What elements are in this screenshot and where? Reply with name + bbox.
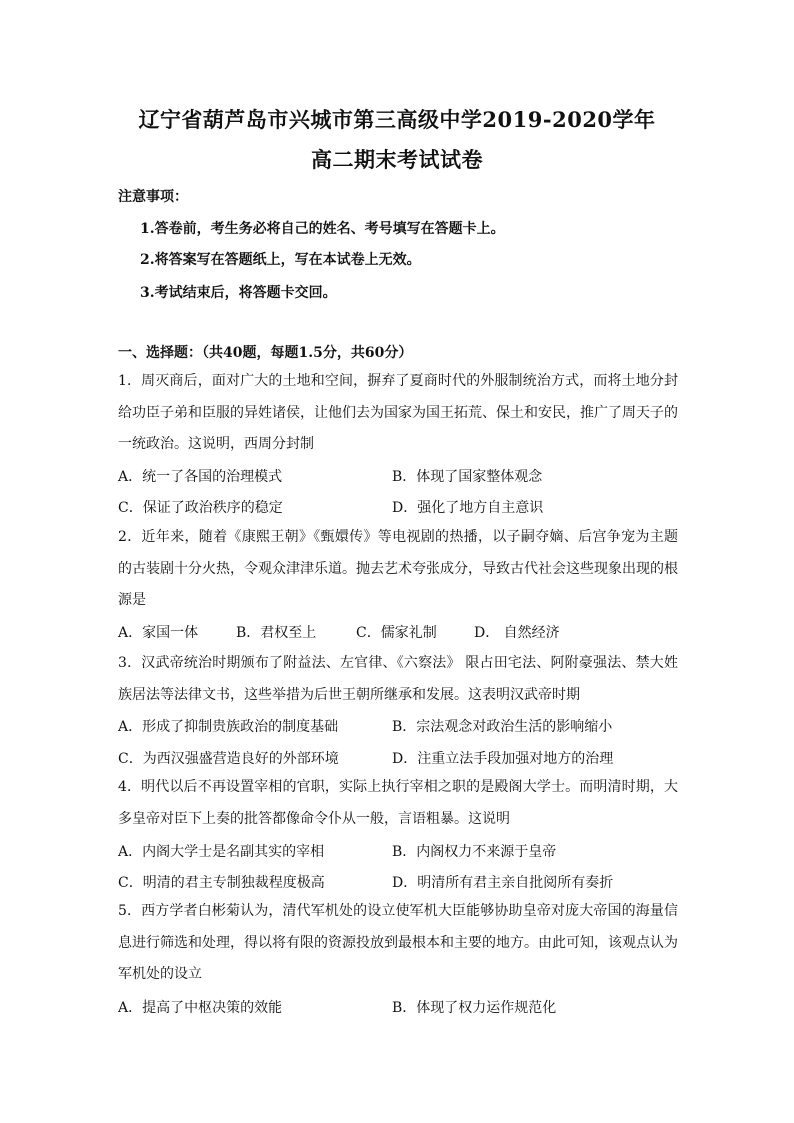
notice-heading: 注意事项：: [118, 189, 188, 205]
exam-subtitle: 高二期末考试试卷: [311, 147, 483, 172]
exam-title: 辽宁省葫芦岛市兴城市第三高级中学2019-2020学年: [138, 107, 656, 132]
question-stem: 2．近年来，随着《康熙王朝》《甄嬛传》等电视剧的热播，以子嗣夺嫡、后宫争宠为主题的古装剧十分火热，令观众津津乐道。抛去艺术夸张成分，导致古代社会这些现象出现的根源是: [118, 529, 678, 608]
question-stem: 1．周灭商后，面对广大的土地和空间，摒弃了夏商时代的外服制统治方式，而将土地分封给功臣子弟和臣服的异姓诸侯，让他们去为国家为国王拓荒、保土和安民，推广了周天子的一统政治。这说明，西周分封制: [118, 373, 678, 452]
option-b: B．宗法观念对政治生活的影响缩小: [392, 719, 613, 735]
option-a: A．家国一体: [118, 625, 199, 641]
option-a: A．内阁大学士是名副其实的宰相: [118, 844, 325, 860]
option-d: D．注重立法手段加强对地方的治理: [392, 751, 614, 767]
option-a: A．提高了中枢决策的效能: [118, 1000, 283, 1016]
option-d: D． 自然经济: [474, 625, 560, 641]
option-c: C．为西汉强盛营造良好的外部环境: [118, 751, 339, 767]
option-b: B．君权至上: [236, 625, 317, 641]
option-d: D．明清所有君主亲自批阅所有奏折: [392, 875, 614, 891]
question-stem: 5．西方学者白彬菊认为，清代军机处的设立使军机大臣能够协助皇帝对庞大帝国的海量信息进行筛选和处理，得以将有限的资源投放到最根本和主要的地方。由此可知，该观点认为军机处的设立: [118, 903, 678, 982]
question-stem: 3．汉武帝统治时期颁布了附益法、左官律、《六察法》 限占田宅法、阿附豪强法、禁大姓族居法等法律文书，这些举措为后世王朝所继承和发展。这表明汉武帝时期: [118, 655, 678, 703]
section-heading: 一、选择题：（共40题，每题1.5分，共60分）: [118, 345, 413, 361]
notice-item: 2.将答案写在答题纸上，写在本试卷上无效。: [140, 252, 421, 268]
option-a: A．形成了抑制贵族政治的制度基础: [118, 719, 339, 735]
option-c: C．保证了政治秩序的稳定: [118, 500, 283, 516]
option-b: B．体现了权力运作规范化: [392, 1000, 557, 1016]
option-c: C．儒家礼制: [356, 625, 437, 641]
notice-item: 3.考试结束后，将答题卡交回。: [140, 285, 337, 301]
option-a: A．统一了各国的治理模式: [118, 469, 283, 485]
option-b: B．内阁权力不来源于皇帝: [392, 844, 557, 860]
question-stem: 4．明代以后不再设置宰相的官职，实际上执行宰相之职的是殿阁大学士。而明清时期，大多皇帝对臣下上奏的批答都像命令仆从一般，言语粗暴。这说明: [118, 779, 678, 827]
option-c: C．明清的君主专制独裁程度极高: [118, 875, 325, 891]
notice-item: 1.答卷前，考生务必将自己的姓名、考号填写在答题卡上。: [140, 221, 505, 237]
option-b: B．体现了国家整体观念: [392, 469, 543, 485]
option-d: D．强化了地方自主意识: [392, 500, 544, 516]
